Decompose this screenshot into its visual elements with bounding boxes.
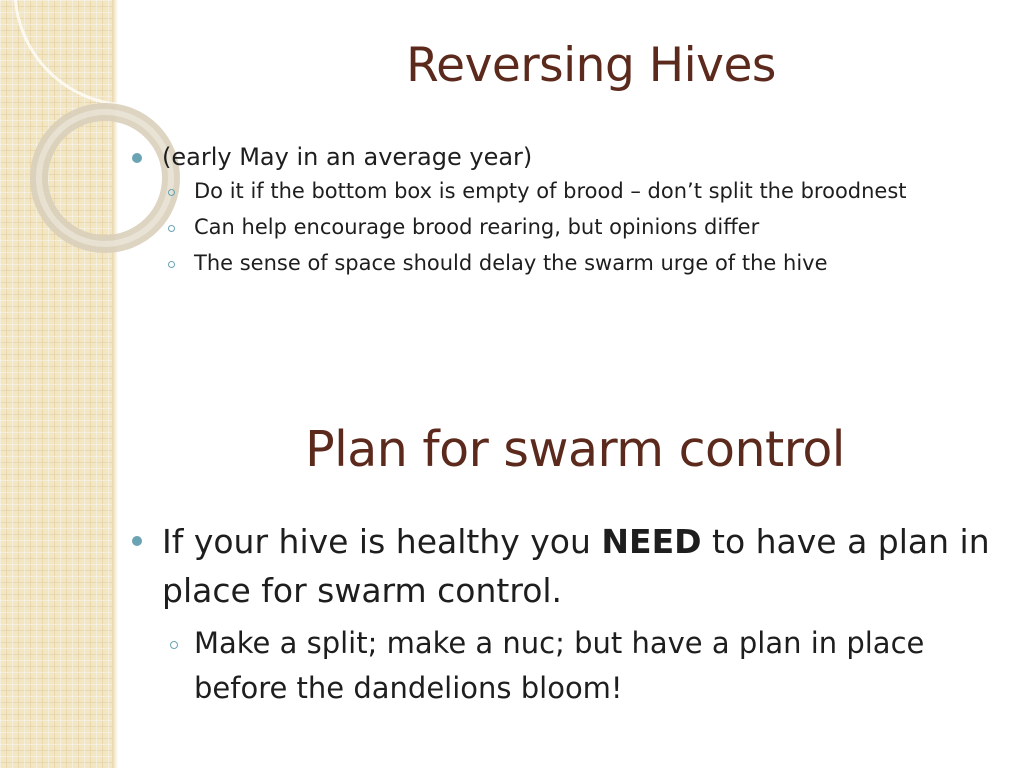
slide-title-reversing-hives: Reversing Hives <box>406 38 776 93</box>
sub-bullet-ring-icon <box>170 641 178 649</box>
bullet-item <box>132 517 1002 711</box>
sub-bullet-item <box>162 177 1002 206</box>
sub-bullet-ring-icon <box>168 261 175 268</box>
bullet-list-section-2 <box>132 517 1002 711</box>
sub-bullet-ring-icon <box>168 225 175 232</box>
sub-bullet-list <box>162 177 1002 278</box>
sub-bullet-text: Can help encourage brood rearing, but opinions differ <box>194 215 760 239</box>
slide-title-swarm-control: Plan for swarm control <box>305 421 845 478</box>
bullet-text-start: If your hive is healthy you <box>162 522 602 561</box>
sub-bullet-text: The sense of space should delay the swarm urge of the hive <box>194 251 828 275</box>
sub-bullet-item <box>162 213 1002 242</box>
bullet-list-section-1 <box>132 141 1002 278</box>
bullet-item <box>132 141 1002 278</box>
sub-bullet-text: Make a split; make a nuc; but have a plan in place before the dandelions bloom! <box>194 626 925 705</box>
sub-bullet-list <box>162 621 1002 711</box>
bullet-emphasis: NEED <box>601 522 702 561</box>
sub-bullet-ring-icon <box>168 189 175 196</box>
sub-bullet-item <box>162 249 1002 278</box>
bullet-text: (early May in an average year) <box>162 143 533 171</box>
sub-bullet-text: Do it if the bottom box is empty of brood – don’t split the broodnest <box>194 179 907 203</box>
bullet-dot-icon <box>132 536 142 546</box>
sub-bullet-item <box>162 621 1002 711</box>
bullet-text-end: to have a plan in place for swarm control. <box>162 522 990 610</box>
bullet-dot-icon <box>132 153 142 163</box>
